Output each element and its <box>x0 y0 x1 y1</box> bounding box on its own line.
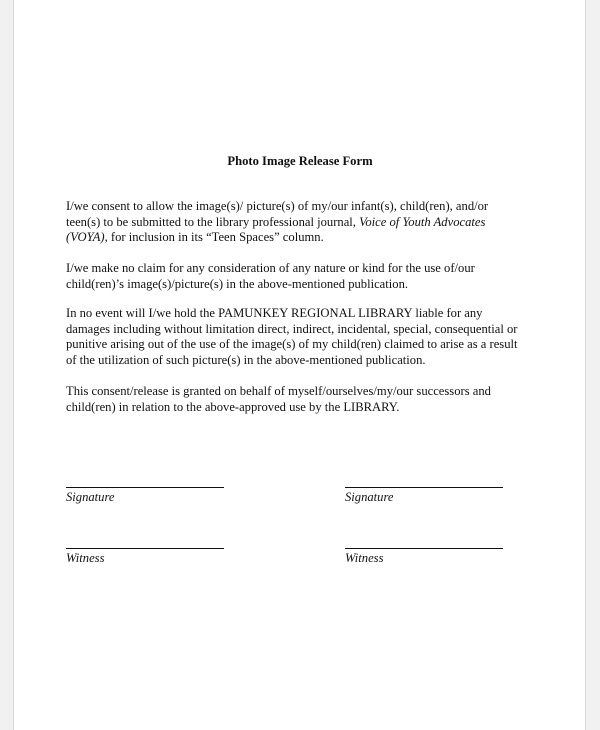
liability-line-1: In no event will I/we hold the PAMUNKEY REGIONAL LIBRARY liable for any <box>66 306 483 320</box>
liability-paragraph <box>66 306 556 368</box>
consent-line-1: I/we consent to allow the image(s)/ picture(s) of my/our infant(s), child(ren), and/or <box>66 199 489 213</box>
signature-label-right: Signature <box>345 490 394 504</box>
signature-label-left: Signature <box>66 490 115 504</box>
no-claim-line-1: I/we make no claim for any consideration of any nature or kind for the use of/our <box>66 261 475 275</box>
consent-line-3-text: , for inclusion in its “Teen Spaces” column. <box>104 230 324 244</box>
witness-label-left: Witness <box>66 551 105 565</box>
release-line-1: This consent/release is granted on behalf of myself/ourselves/my/our successors and <box>66 384 491 398</box>
consent-line-3 <box>66 230 556 246</box>
no-claim-line-2: child(ren)’s image(s)/picture(s) in the above-mentioned publication. <box>66 276 409 291</box>
consent-line-2 <box>66 215 556 231</box>
liability-line-3: punitive arising out of the use of the image(s) of my child(ren) claimed to arise as a result <box>66 337 518 351</box>
signature-line-left[interactable] <box>66 487 224 488</box>
consent-paragraph <box>66 199 556 246</box>
journal-name: Voice of Youth Advocates <box>359 214 486 229</box>
form-title: Photo Image Release Form <box>227 154 373 168</box>
journal-abbreviation: (VOYA) <box>66 230 105 244</box>
witness-line-right[interactable] <box>345 548 503 549</box>
release-paragraph <box>66 384 556 415</box>
liability-line-2: damages including without limitation direct, indirect, incidental, special, consequential or <box>66 321 518 336</box>
witness-line-left[interactable] <box>66 548 224 549</box>
witness-label-right: Witness <box>345 551 384 565</box>
no-claim-paragraph <box>66 261 556 292</box>
liability-line-4: of the utilization of such picture(s) in the above-mentioned publication. <box>66 352 426 367</box>
consent-line-2-text: teen(s) to be submitted to the library professional journal, <box>66 214 360 229</box>
signature-line-right[interactable] <box>345 487 503 488</box>
release-line-2: child(ren) in relation to the above-approved use by the LIBRARY. <box>66 399 400 414</box>
